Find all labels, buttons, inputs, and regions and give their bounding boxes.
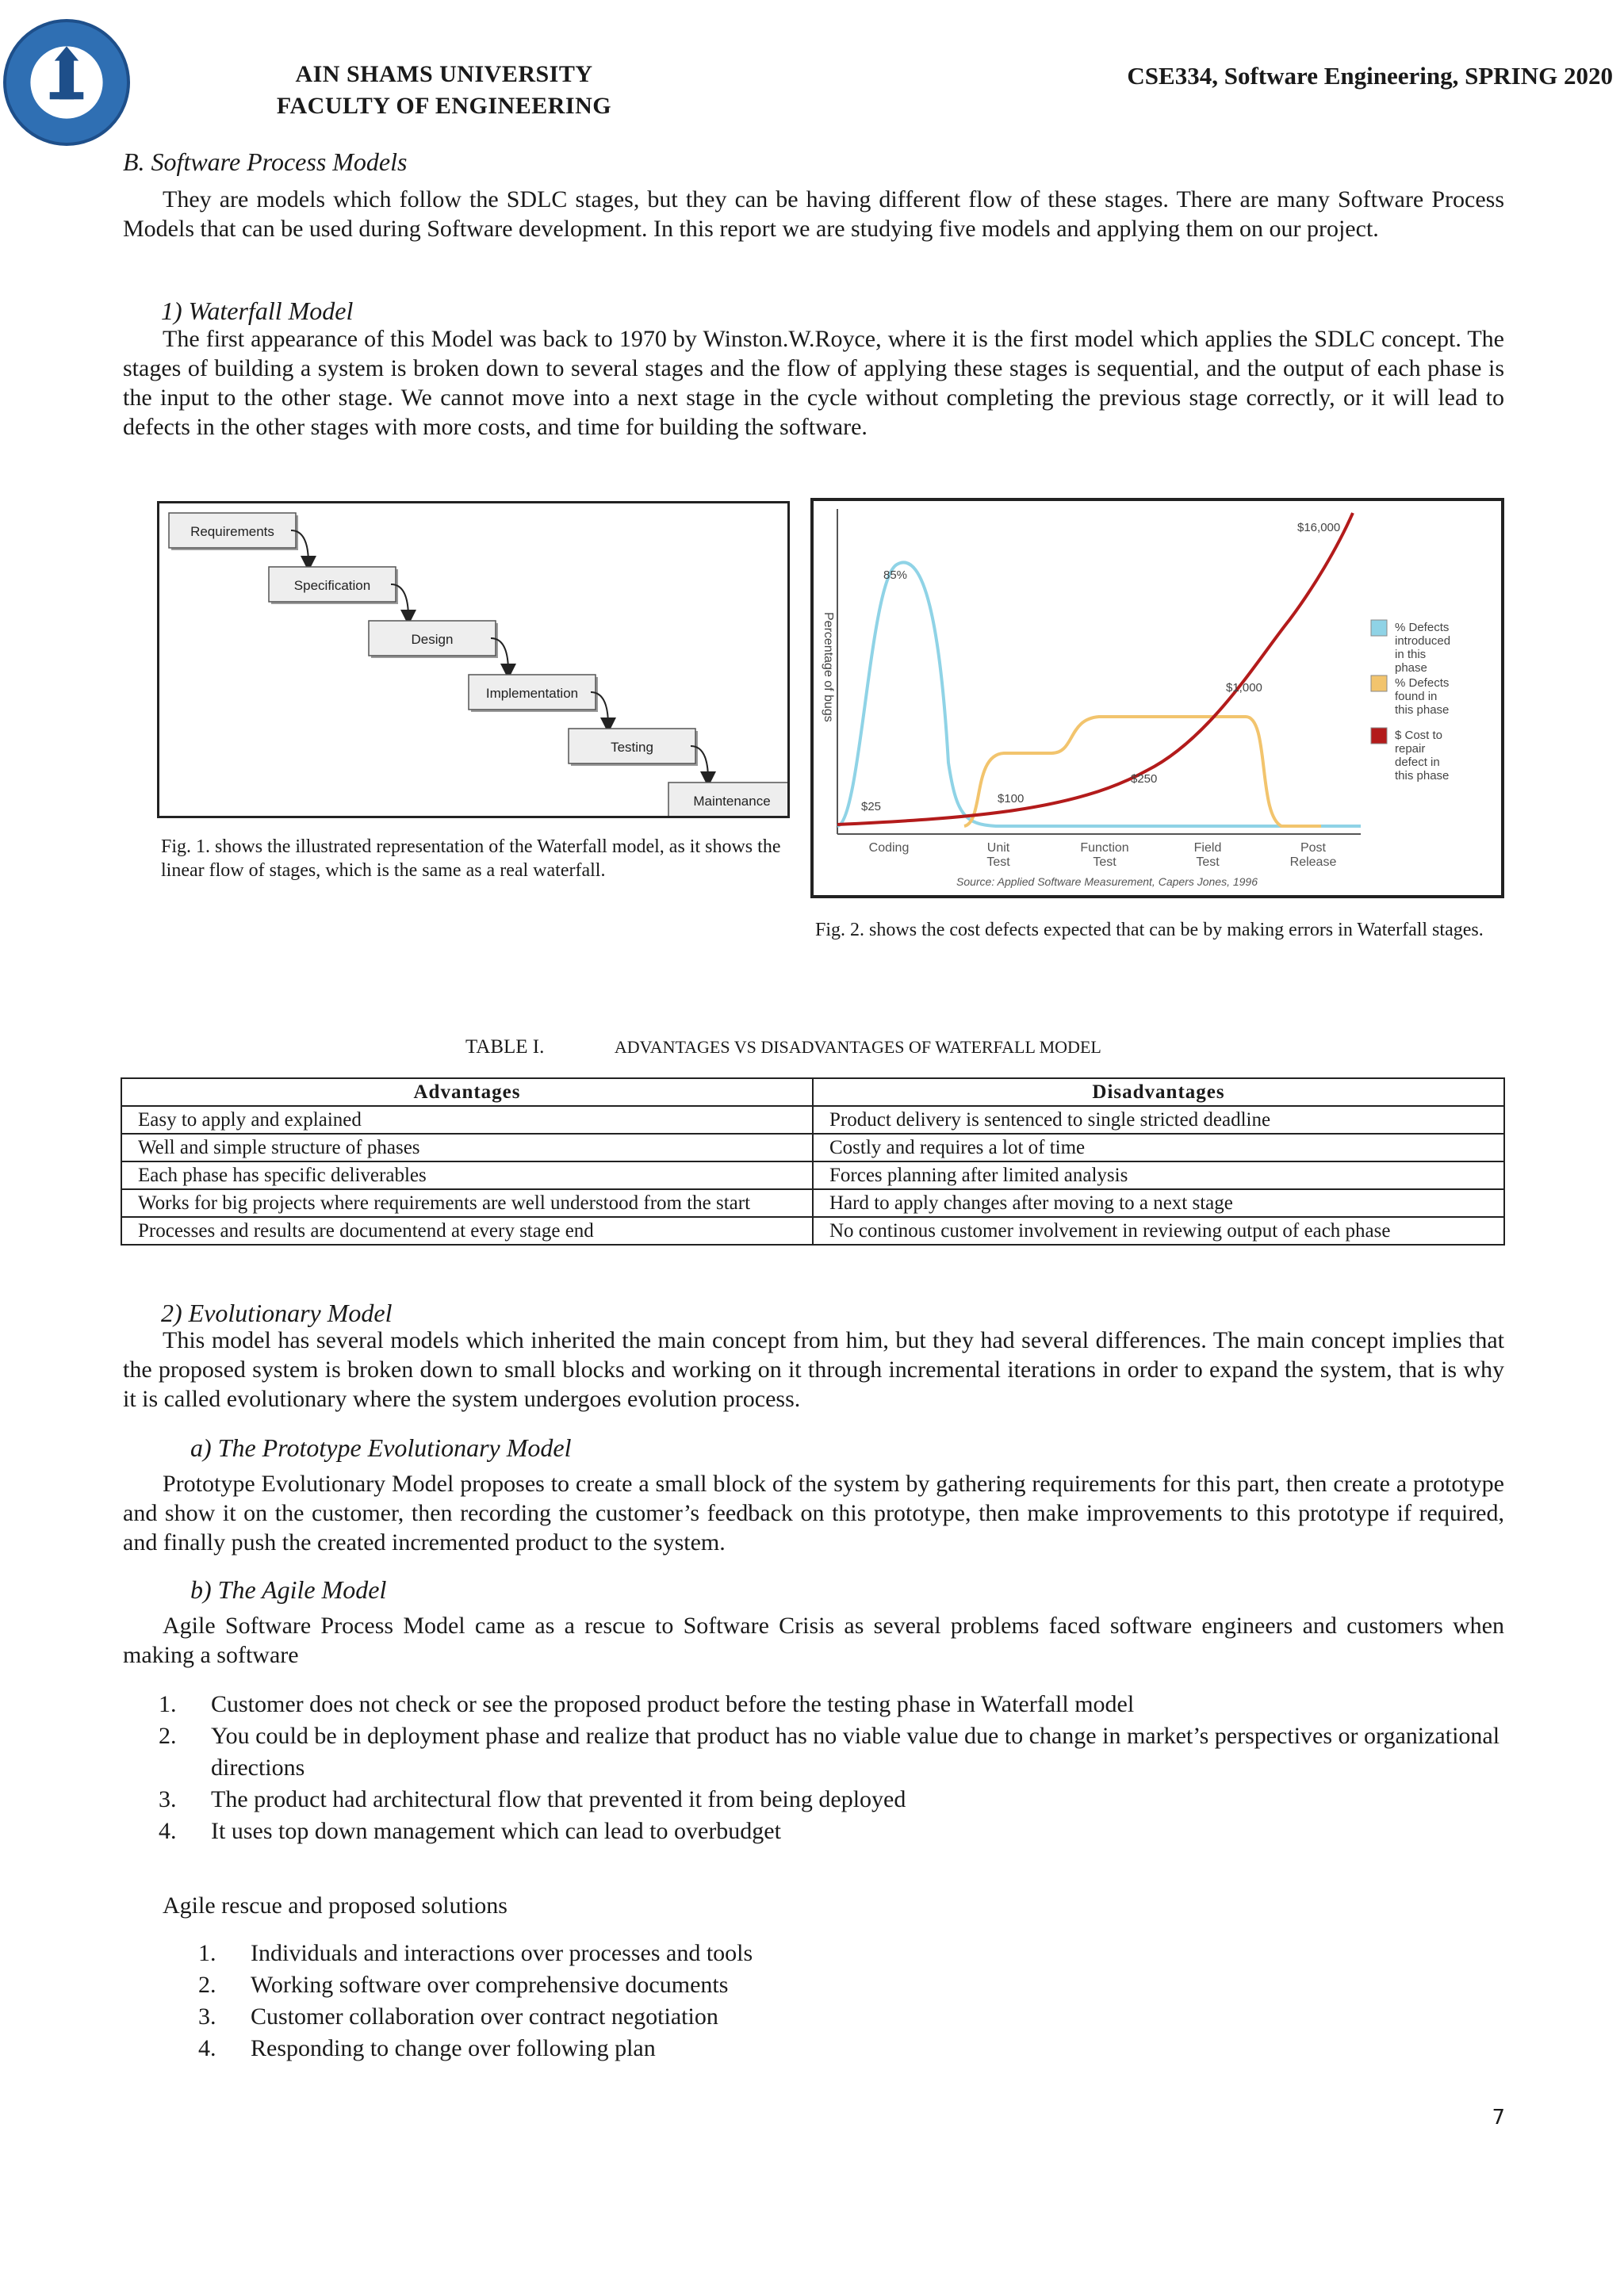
evolutionary-title: 2) Evolutionary Model [161,1299,393,1327]
legend-label: % Defects [1395,676,1450,690]
legend-label: phase [1395,661,1427,675]
list-item [159,1784,1507,1816]
series-line-cost [837,513,1353,825]
list-item [198,1938,1546,1969]
series-line-introduced [837,562,1361,826]
agile-solutions-title: Agile rescue and proposed solutions [163,1892,508,1919]
table-cell: Product delivery is sentenced to single stricted deadline [813,1106,1504,1134]
waterfall-diagram-svg [159,503,787,816]
university-logo [3,19,130,146]
faculty-name: FACULTY OF ENGINEERING [276,93,612,119]
table-header-advantages: Advantages [121,1078,813,1106]
defect-cost-chart [810,498,1504,898]
university-name: AIN SHAMS UNIVERSITY [295,61,593,87]
waterfall-diagram [157,501,790,818]
x-tick-label: Coding [868,841,910,855]
legend-swatch [1371,728,1387,744]
waterfall-paragraph: The first appearance of this Model was back to 1970 by Winston.W.Royce, where it is the first model which applies the SDLC concept. The stages of building a system is broken down to several stages and the flow of applying these stages is sequential, and the output of each phase is the input to the other stage. We cannot move into a next stage in the cycle without completing the previous stage correctly, or it will lead to defects in the other stages with more costs, and time for building the software. [123,326,1504,440]
cost-data-label: $250 [1131,772,1158,786]
list-number: 2. [159,1723,177,1749]
list-item [198,1969,1546,2001]
legend-label: repair [1395,742,1426,756]
stage-label: Implementation [485,686,579,701]
list-text: Customer collaboration over contract negotiation [251,2003,718,2030]
list-text: Responding to change over following plan [251,2035,656,2061]
prototype-paragraph: Prototype Evolutionary Model proposes to create a small block of the system by gathering requirements for this part, then create a prototype and show it on the customer, then recording the customer’s feedback on this prototype, then make improvements to this prototype if required, and finally push the created incremented product to the system. [123,1471,1504,1556]
list-text: Customer does not check or see the proposed product before the testing phase in Waterfall model [211,1691,1135,1717]
legend-label: in this [1395,648,1427,661]
cost-data-label: $25 [861,800,882,813]
y-axis-label: Percentage of bugs [822,612,835,722]
table-cell: Each phase has specific deliverables [121,1161,813,1189]
peak-label: 85% [883,568,908,582]
fig2-caption: Fig. 2. shows the cost defects expected that can be by making errors in Waterfall stages. [815,920,1484,940]
table-cell: Hard to apply changes after moving to a next stage [813,1189,1504,1217]
table-row [121,1134,1504,1161]
course-title: CSE334, Software Engineering, SPRING 2020 [1127,62,1613,90]
table-cell: Processes and results are documentend at every stage end [121,1217,813,1245]
list-number: 3. [198,2003,216,2030]
legend-label: this phase [1395,769,1450,783]
header-institution [238,59,650,122]
defect-cost-chart-svg [814,501,1501,895]
legend-label: this phase [1395,703,1450,717]
stage-box [469,675,598,712]
evolutionary-paragraph: This model has several models which inherited the main concept from him, but they had several differences. The main concept implies that the proposed system is broken down to small blocks and working on it through incremental iterations in order to expand the system, that is why it is called evolutionary where the system undergoes evolution process. [123,1327,1504,1412]
list-item [198,2033,1546,2064]
legend-label: introduced [1395,634,1451,648]
university-seal-icon [6,22,127,143]
table-cell: Forces planning after limited analysis [813,1161,1504,1189]
list-text: The product had architectural flow that prevented it from being deployed [211,1786,906,1812]
list-number: 1. [159,1691,177,1717]
table-header-disadvantages: Disadvantages [813,1078,1504,1106]
list-text: It uses top down management which can lead to overbudget [211,1818,781,1844]
agile-title: b) The Agile Model [190,1575,387,1604]
legend-label: % Defects [1395,621,1450,634]
table-row [121,1217,1504,1245]
table-row [121,1189,1504,1217]
advantages-table [121,1077,1505,1246]
legend-swatch [1371,675,1387,691]
agile-paragraph: Agile Software Process Model came as a rescue to Software Crisis as several problems faced software engineers and customers when making a software [123,1613,1504,1668]
legend-label: defect in [1395,756,1440,769]
list-text: Individuals and interactions over processes and tools [251,1940,753,1966]
stage-label: Testing [611,740,653,755]
legend-label: $ Cost to [1395,729,1443,742]
table-title [465,1036,1101,1058]
legend-swatch [1371,620,1387,636]
list-item [159,1689,1507,1720]
agile-problems-list [159,1689,1507,1847]
cost-data-label: $16,000 [1297,521,1341,534]
x-tick-label: Field [1193,841,1222,855]
list-number: 4. [198,2035,216,2061]
page-number: 7 [1492,2106,1505,2130]
table-cell: Well and simple structure of phases [121,1134,813,1161]
list-item [159,1816,1507,1847]
list-number: 1. [198,1940,216,1966]
table-title-text: ADVANTAGES VS DISADVANTAGES OF WATERFALL MODEL [614,1037,1101,1057]
x-tick-label: Test [1196,855,1220,869]
stage-label: Specification [293,578,371,593]
list-item [159,1720,1507,1784]
prototype-title: a) The Prototype Evolutionary Model [190,1433,572,1462]
list-text: Working software over comprehensive documents [251,1972,729,1998]
stage-label: Maintenance [693,794,771,809]
x-tick-label: Test [1093,855,1116,869]
stage-label: Requirements [190,524,274,539]
stage-box [569,729,698,766]
x-tick-label: Release [1289,855,1337,869]
table-title-prefix: TABLE I. [465,1036,545,1058]
list-number: 4. [159,1818,177,1844]
table-cell: Easy to apply and explained [121,1106,813,1134]
agile-solutions-list [198,1938,1546,2064]
x-tick-label: Test [986,855,1010,869]
table-header-row [121,1078,1504,1106]
list-text: You could be in deployment phase and realize that product has no viable value due to change in market’s perspectives or organizational directions [211,1723,1500,1781]
section-b-title: B. Software Process Models [123,147,408,176]
stage-label: Design [411,632,454,647]
table-row [121,1106,1504,1134]
table-cell: No continous customer involvement in reviewing output of each phase [813,1217,1504,1245]
table-cell: Costly and requires a lot of time [813,1134,1504,1161]
x-tick-label: Post [1300,841,1327,855]
list-number: 2. [198,1972,216,1998]
stage-box [169,513,298,550]
cost-data-label: $1,000 [1226,681,1262,695]
list-number: 3. [159,1786,177,1812]
chart-source: Source: Applied Software Measurement, Capers Jones, 1996 [956,875,1258,888]
legend-label: found in [1395,690,1438,703]
waterfall-title: 1) Waterfall Model [161,297,354,325]
x-tick-label: Function [1080,841,1129,855]
stage-box [369,621,498,658]
table-cell: Works for big projects where requirements are well understood from the start [121,1189,813,1217]
list-item [198,2001,1546,2033]
fig1-caption: Fig. 1. shows the illustrated representation of the Waterfall model, as it shows the linear flow of stages, which is the same as a real waterfall. [161,836,781,881]
x-tick-label: Unit [986,841,1010,855]
stage-box [668,783,787,816]
table-row [121,1161,1504,1189]
cost-data-label: $100 [998,792,1025,806]
section-b-paragraph: They are models which follow the SDLC stages, but they can be having different flow of these stages. There are many Software Process Models that can be used during Software development. In this report we are studying five models and applying them on our project. [123,186,1504,242]
stage-box [269,567,398,604]
